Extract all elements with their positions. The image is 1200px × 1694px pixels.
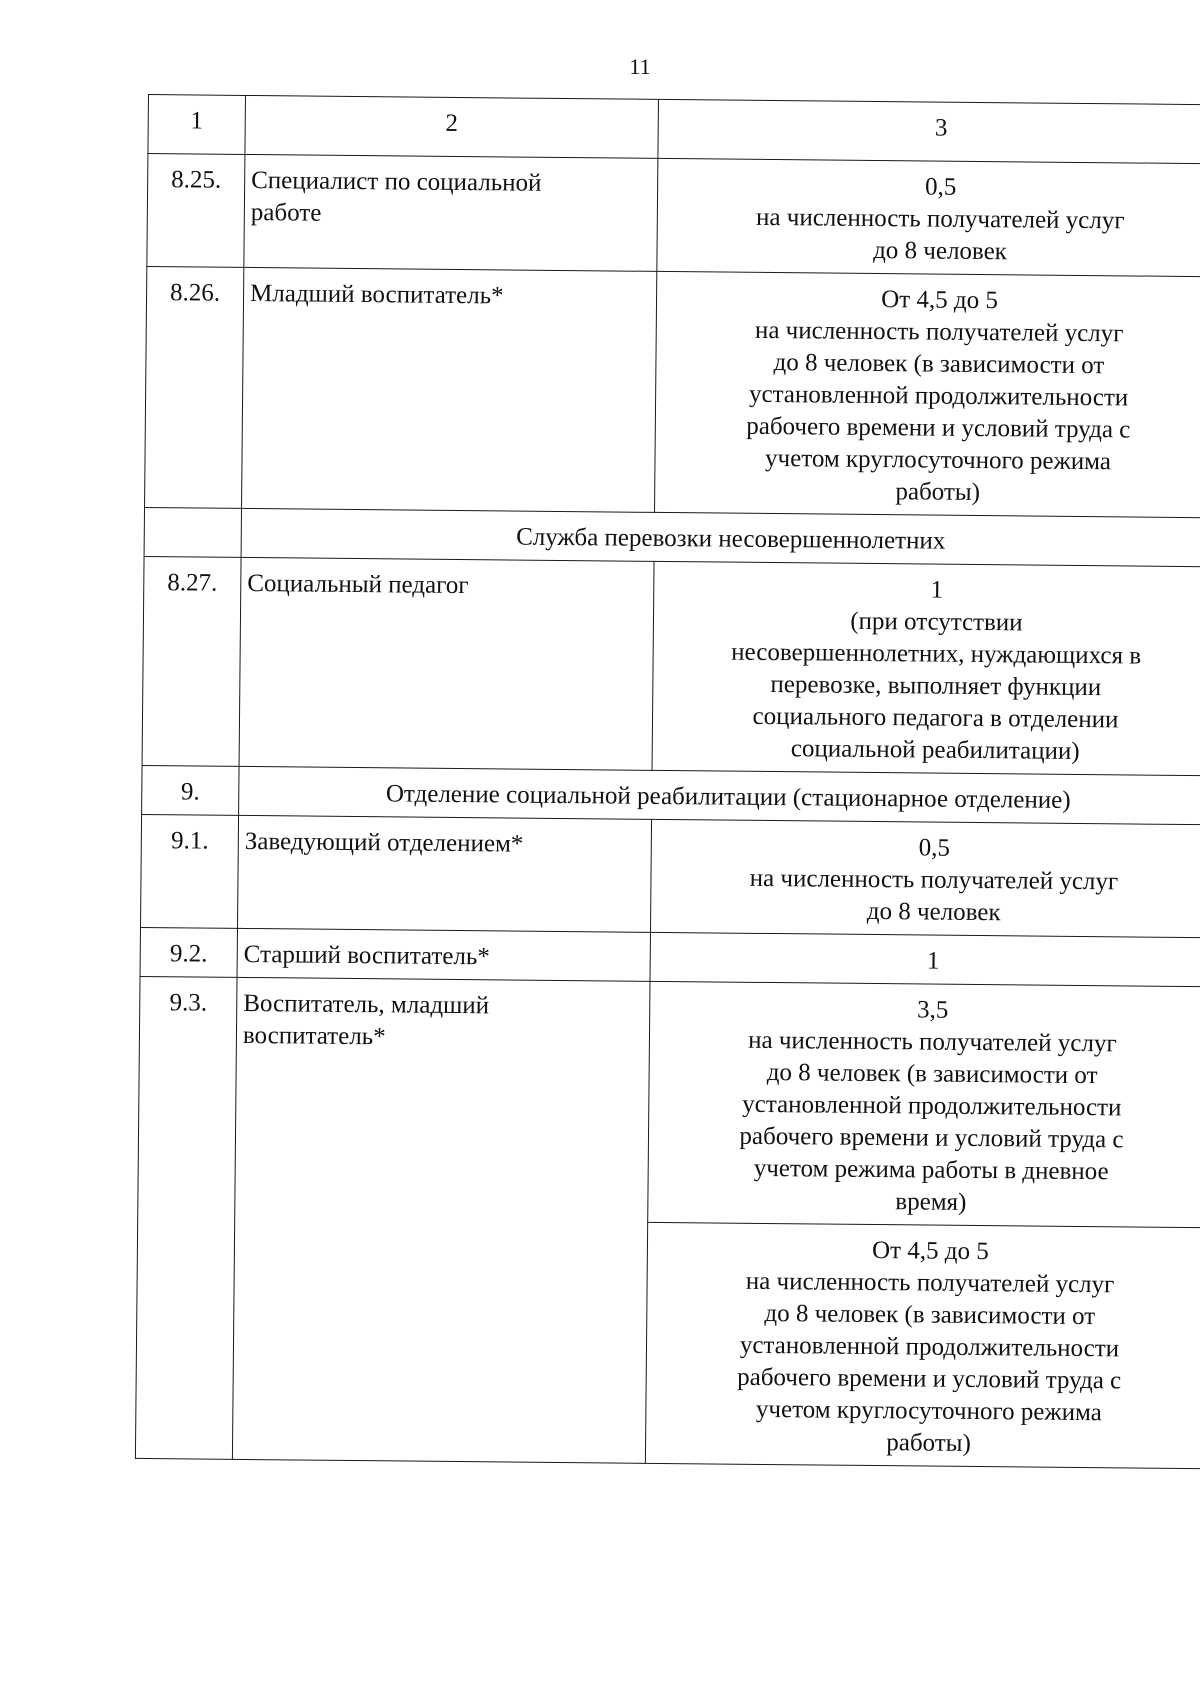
position-line: Младший воспитатель*: [249, 279, 504, 310]
norm-line: установленной продолжительности: [748, 380, 1129, 412]
row-number: 8.25.: [147, 154, 245, 268]
norm-line: до 8 человек (в зависимости от: [766, 1058, 1098, 1090]
norm-line: рабочего времени и условий труда с: [746, 412, 1131, 444]
row-number: 9.3.: [135, 976, 237, 1459]
row-number: 9.2.: [140, 927, 237, 977]
header-col-3: 3: [658, 99, 1200, 163]
position-cell: [232, 977, 650, 1463]
norm-line: социальной реабилитации): [790, 735, 1080, 765]
position-line: Заведующий отделением*: [244, 827, 524, 858]
norm-cell: [657, 158, 1200, 276]
staffing-table-wrapper: [135, 94, 1185, 1469]
norm-line: до 8 человек (в зависимости от: [773, 349, 1105, 380]
norm-line: учетом круглосуточного режима: [764, 444, 1112, 476]
row-number: 9.1.: [140, 814, 238, 928]
norm-line: установленной продолжительности: [739, 1331, 1120, 1363]
table-row-8-27: [142, 556, 1200, 775]
norm-cell: [655, 271, 1200, 517]
row-number: 9.: [142, 765, 239, 815]
norm-line: 3,5: [916, 996, 949, 1024]
position-cell: [239, 557, 654, 770]
norm-line: учетом режима работы в дневное: [753, 1154, 1109, 1186]
norm-line: 1: [930, 576, 944, 604]
position-line: Старший воспитатель*: [243, 940, 490, 971]
norm-line: От 4,5 до 5: [881, 286, 999, 315]
position-cell: [237, 815, 651, 932]
norm-line: на численность получателей услуг: [754, 316, 1124, 348]
norm-line: до 8 человек: [873, 236, 1008, 266]
position-line: Специалист по социальной: [251, 166, 542, 197]
header-col-1: 1: [148, 95, 246, 155]
header-col-2: 2: [245, 95, 659, 158]
position-cell: [242, 267, 657, 512]
position-cell: [244, 154, 658, 271]
norm-line: рабочего времени и условий труда с: [737, 1363, 1122, 1395]
page-number: 11: [629, 54, 651, 79]
norm-line: до 8 человек: [866, 897, 1001, 927]
position-line: Социальный педагог: [247, 569, 469, 600]
position-cell: [237, 928, 650, 981]
norm-line: перевозке, выполняет функции: [770, 671, 1102, 702]
row-number: 8.27.: [142, 556, 241, 766]
row-number: 8.26.: [145, 266, 244, 508]
norm-line: 0,5: [924, 173, 957, 201]
norm-line: на численность получателей услуг: [755, 203, 1125, 235]
norm-line: 0,5: [918, 834, 951, 862]
norm-line: (при отсутствии: [850, 607, 1023, 637]
norm-cell-round-the-clock: [645, 1222, 1200, 1468]
norm-line: рабочего времени и условий труда с: [739, 1122, 1124, 1154]
norm-line: работы): [886, 1429, 971, 1457]
section-title: Отделение социальной реабилитации (стационарное отделение): [239, 766, 1200, 824]
staffing-table: [135, 94, 1200, 1469]
norm-cell: [650, 819, 1200, 937]
norm-line: несовершеннолетних, нуждающихся в: [731, 638, 1142, 670]
norm-line: до 8 человек (в зависимости от: [764, 1299, 1096, 1331]
norm-cell: [652, 561, 1200, 775]
norm-line: на численность получателей услуг: [745, 1267, 1115, 1299]
section-title: Служба перевозки несовершеннолетних: [241, 508, 1200, 566]
norm-line: учетом круглосуточного режима: [755, 1395, 1102, 1427]
table-row-9-1: [140, 814, 1200, 937]
table-row-8-26: [145, 266, 1200, 517]
norm-line: на численность получателей услуг: [749, 864, 1119, 896]
norm-line: От 4,5 до 5: [871, 1237, 989, 1266]
norm-line: на численность получателей услуг: [748, 1026, 1117, 1058]
position-line: работе: [250, 198, 322, 227]
norm-cell-daytime: [648, 981, 1200, 1227]
norm-cell: [650, 932, 1200, 986]
norm-line: время): [895, 1188, 967, 1216]
norm-line: установленной продолжительности: [742, 1090, 1122, 1122]
norm-line: социального педагога в отделении: [752, 702, 1119, 734]
position-line: воспитатель*: [242, 1021, 386, 1051]
row-number-empty: [144, 507, 241, 557]
table-row-9-3a: [138, 976, 1200, 1227]
position-line: Воспитатель, младший: [243, 989, 490, 1020]
table-row-8-25: [147, 154, 1200, 277]
norm-line: 1: [926, 947, 940, 975]
norm-line: работы): [895, 478, 981, 507]
table-header-row: [148, 95, 1200, 164]
